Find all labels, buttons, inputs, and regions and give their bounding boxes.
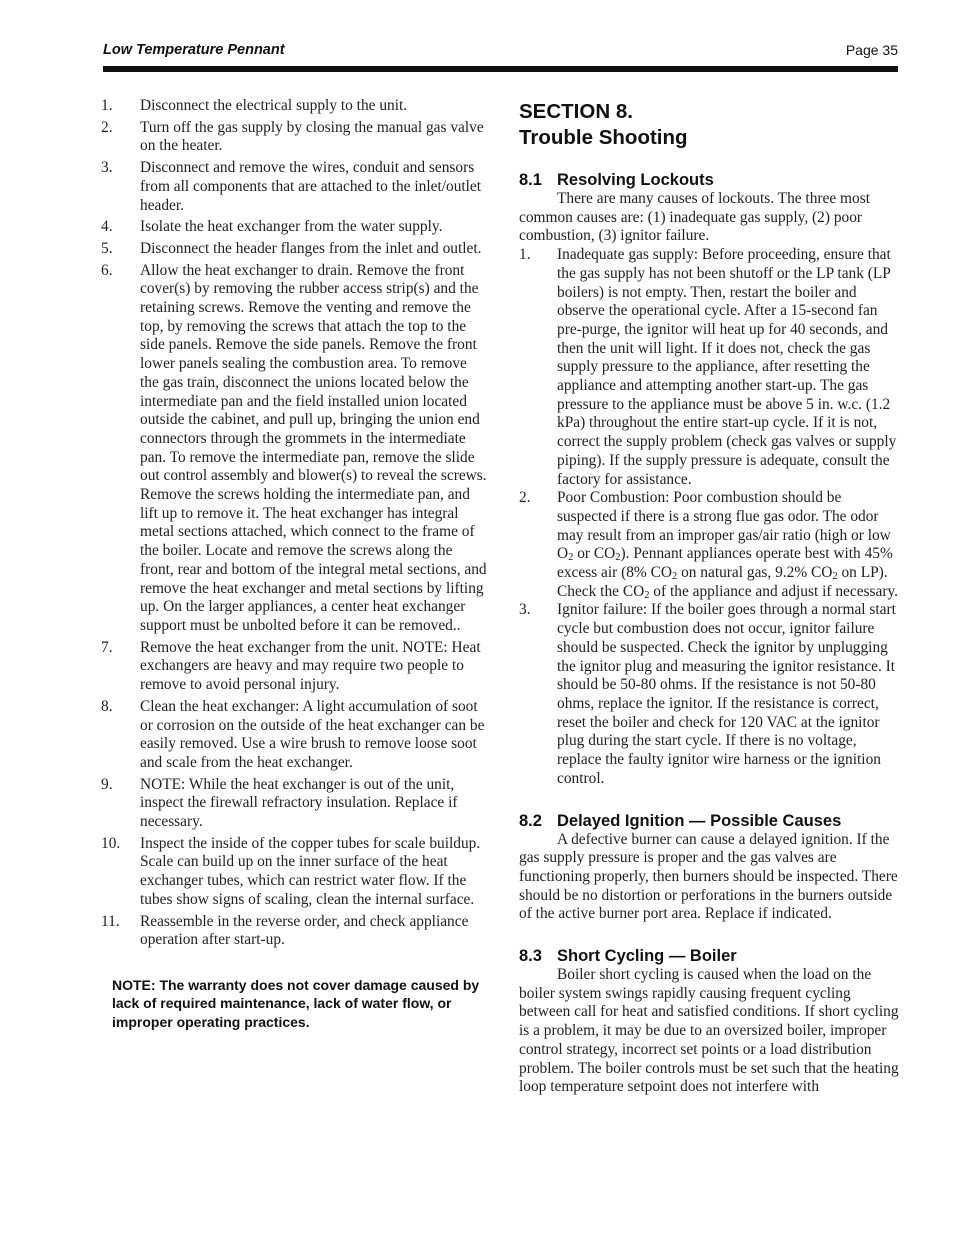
lockouts-intro: There are many causes of lockouts. The three most common causes are: (1) inadequate gas supply, (2) poor combustion, (3) ignitor failure. xyxy=(519,190,870,245)
list-item: 2. Poor Combustion: Poor combustion should be suspected if there is a strong flue gas odor. The odor may result from an improper gas/air ratio (high or low $O_2$ or $CO_2$). Pennant appliances operate best with 45% excess air (8% $CO_2$ on natural gas, 9.2% $CO_2$ on LP). Check the $CO_2$ of the appliance and adjust if necessary. xyxy=(519,489,899,601)
lockout-causes xyxy=(519,246,901,788)
brand-title: Low Temperature Pennant xyxy=(103,42,285,58)
subsection-heading-8-3: 8.3 Short Cycling — Boiler xyxy=(519,947,737,966)
left-column xyxy=(103,97,488,1031)
warranty-note: NOTE: The warranty does not cover damage caused by lack of required maintenance, lack of water flow, or improper operating practices. xyxy=(112,976,480,1030)
list-item: 7. Remove the heat exchanger from the unit. NOTE: Heat exchangers are heavy and may require two people to remove to avoid personal injury. xyxy=(101,638,481,694)
list-item: 8. Clean the heat exchanger: A light accumulation of soot or corrosion on the outside of the heat exchanger can be easily removed. Use a wire brush to remove loose soot and scale from the heat exchanger. xyxy=(101,697,485,771)
subsection-heading-8-1: 8.1 Resolving Lockouts xyxy=(519,171,714,189)
list-item: 2. Turn off the gas supply by closing the manual gas valve on the heater. xyxy=(101,118,484,155)
maintenance-steps xyxy=(103,97,488,950)
header-rule xyxy=(103,66,898,72)
list-item: 1. Inadequate gas supply: Before proceeding, ensure that the gas supply has not been shutoff or the LP tank (LP boilers) is not empty. Then, restart the boiler and observe the operational cycle. After a 15-second fan pre-purge, the ignitor will heat up for 40 seconds, and then the unit will light. If it does not, check the gas supply pressure to the appliance, after resetting the appliance and attempting another start-up. The gas pressure to the appliance must be above 5 in. w.c. (1.2 kPa) throughout the entire start-up cycle. If it is not, correct the supply problem (check gas valves or supply piping). If the supply pressure is adequate, consult the factory for assistance. xyxy=(519,246,897,488)
list-item: 11. Reassemble in the reverse order, and check appliance operation after start-up. xyxy=(101,912,469,949)
subsection-heading-8-2: 8.2 Delayed Ignition — Possible Causes xyxy=(519,811,842,830)
list-item: 5. Disconnect the header flanges from the inlet and outlet. xyxy=(101,239,482,257)
list-item: 1. Disconnect the electrical supply to the unit. xyxy=(101,97,408,114)
list-item: 6. Allow the heat exchanger to drain. Remove the front cover(s) by removing the rubber access strip(s) and the retaining screws. Remove the venting and remove the top, by removing the screws that attach the top to the side panels. Remove the side panels. Remove the front lower panels sealing the combustion area. To remove the gas train, disconnect the unions located below the intermediate pan and the field installed union located outside the cabinet, and pull up, bringing the union end connectors through the grommets in the intermediate pan. To remove the intermediate pan, remove the slide out control assembly and blower(s) to reveal the screws. Remove the screws holding the intermediate pan, and lift up to remove it. The heat exchanger has integral metal sections attached, which connect to the frame of the boiler. Locate and remove the screws along the front, rear and bottom of the integral metal sections, and remove the heat exchanger and metal sections by lifting up. On the larger appliances, a center heat exchanger support must be unbolted before it can be removed.. xyxy=(101,261,487,634)
list-item: 3. Ignitor failure: If the boiler goes through a normal start cycle but combustion does not occur, ignitor failure should be suspected. Check the ignitor by unplugging the ignitor plug and measuring the ignitor resistance. It should be 50-80 ohms. If the resistance is not 50-80 ohms, replace the ignitor. If the resistance is correct, reset the boiler and check for 120 VAC at the ignitor plug during the start cycle. If there is no voltage, replace the faulty ignitor wire harness or the ignition control. xyxy=(519,601,896,787)
page-number: Page 35 xyxy=(845,42,898,58)
section-title: SECTION 8. Trouble Shooting xyxy=(519,100,688,149)
list-item: 3. Disconnect and remove the wires, conduit and sensors from all components that are attached to the inlet/outlet header. xyxy=(101,159,482,214)
list-item: 9. NOTE: While the heat exchanger is out of the unit, inspect the firewall refractory insulation. Replace if necessary. xyxy=(101,775,458,831)
short-cycling-text: Boiler short cycling is caused when the load on the boiler system swings rapidly causing frequent cycling between call for heat and satisfied conditions. If short cycling is a problem, it may be due to an oversized boiler, improper control strategy, incorrect set points or a load distribution problem. The boiler controls must be set such that the heating loop temperature setpoint does not interfere with xyxy=(519,966,899,1096)
list-item: 4. Isolate the heat exchanger from the water supply. xyxy=(101,218,443,236)
right-column xyxy=(519,97,901,1097)
page-header xyxy=(103,40,898,62)
list-item: 10. Inspect the inside of the copper tubes for scale buildup. Scale can build up on the inner surface of the heat exchanger tubes, which can restrict water flow. If the tubes show signs of scaling, clean the internal surface. xyxy=(101,834,481,908)
delayed-ignition-text: A defective burner can cause a delayed ignition. If the gas supply pressure is proper and the gas valves are functioning properly, then burners should be inspected. There should be no distortion or perforations in the burners outside of the active burner port area. Replace if indicated. xyxy=(519,830,898,923)
